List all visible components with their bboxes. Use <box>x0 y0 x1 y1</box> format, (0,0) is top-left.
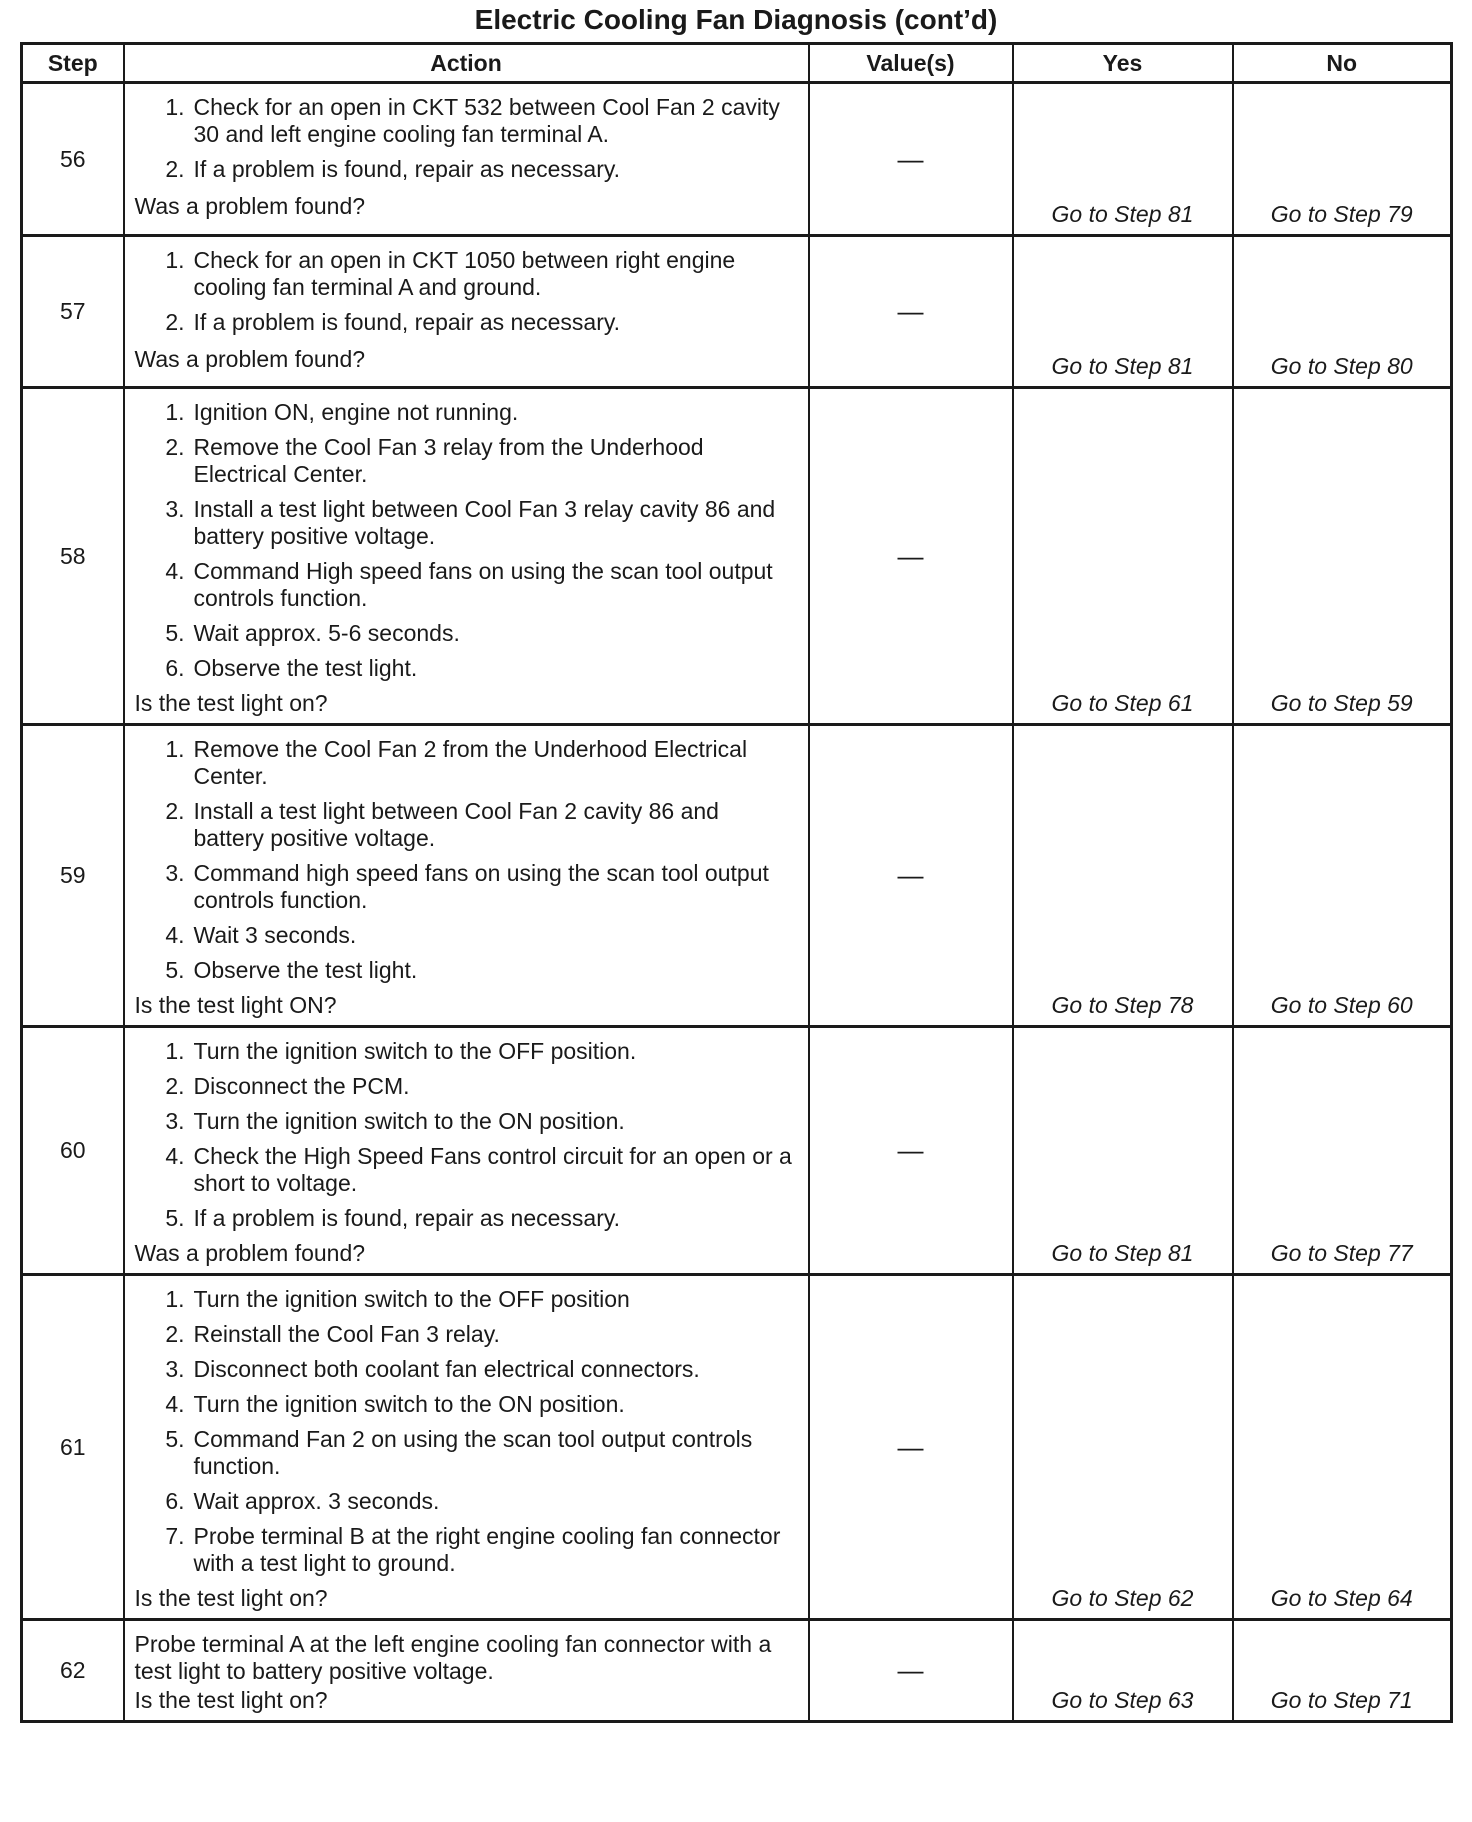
action-step-item <box>135 496 796 550</box>
action-steps-list <box>135 736 796 984</box>
action-step-number: 3. <box>165 1108 185 1134</box>
action-step-text: Turn the ignition switch to the OFF position <box>193 1286 630 1312</box>
action-step-text: Reinstall the Cool Fan 3 relay. <box>193 1321 500 1347</box>
action-step-item <box>135 922 796 949</box>
action-step-item <box>135 94 796 148</box>
action-step-text: Observe the test light. <box>193 957 418 983</box>
value-cell: — <box>809 1027 1013 1275</box>
action-cell <box>124 236 809 388</box>
table-row <box>22 83 1452 236</box>
header-action: Action <box>124 44 809 83</box>
yes-goto-cell: Go to Step 81 <box>1013 1027 1233 1275</box>
action-step-text: If a problem is found, repair as necessary. <box>193 156 621 182</box>
action-step-text: Ignition ON, engine not running. <box>193 399 519 425</box>
no-goto-cell: Go to Step 79 <box>1233 83 1452 236</box>
action-cell <box>124 83 809 236</box>
action-step-item <box>135 798 796 852</box>
action-step-text: Install a test light between Cool Fan 3 relay cavity 86 and battery positive voltage. <box>193 496 776 549</box>
yes-goto-cell: Go to Step 81 <box>1013 236 1233 388</box>
action-question: Is the test light on? <box>134 1585 328 1611</box>
value-cell: — <box>809 83 1013 236</box>
action-step-text: Turn the ignition switch to the ON position. <box>193 1108 625 1134</box>
action-step-item <box>135 434 796 488</box>
action-step-text: Remove the Cool Fan 2 from the Underhood Electrical Center. <box>193 736 748 789</box>
table-row <box>22 1027 1452 1275</box>
action-step-text: Disconnect the PCM. <box>193 1073 410 1099</box>
action-question: Was a problem found? <box>134 346 366 372</box>
action-step-item <box>135 247 796 301</box>
no-goto-cell: Go to Step 59 <box>1233 388 1452 725</box>
action-step-item <box>135 1286 796 1313</box>
action-step-item <box>135 558 796 612</box>
action-cell <box>124 388 809 725</box>
action-step-item <box>135 1038 796 1065</box>
action-step-item <box>135 156 796 183</box>
no-goto-cell: Go to Step 71 <box>1233 1620 1452 1722</box>
table-row <box>22 1620 1452 1722</box>
yes-goto-cell: Go to Step 78 <box>1013 725 1233 1027</box>
action-step-text: Turn the ignition switch to the OFF position. <box>193 1038 637 1064</box>
page-title: Electric Cooling Fan Diagnosis (cont’d) <box>474 4 998 35</box>
table-body <box>22 83 1452 1722</box>
action-step-number: 5. <box>165 1205 185 1231</box>
action-step-item <box>135 1321 796 1348</box>
action-step-number: 5. <box>165 957 185 983</box>
yes-goto-cell: Go to Step 81 <box>1013 83 1233 236</box>
header-yes: Yes <box>1013 44 1233 83</box>
action-step-number: 3. <box>165 1356 185 1382</box>
action-step-number: 3. <box>165 860 185 886</box>
action-step-item <box>135 620 796 647</box>
action-step-number: 1. <box>165 399 185 425</box>
action-step-number: 1. <box>165 94 185 120</box>
action-step-item <box>135 1143 796 1197</box>
action-cell <box>124 725 809 1027</box>
table-row <box>22 1275 1452 1620</box>
step-number: 57 <box>22 236 124 388</box>
action-step-number: 1. <box>165 1038 185 1064</box>
action-step-text: Wait approx. 5-6 seconds. <box>193 620 460 646</box>
action-cell <box>124 1620 809 1722</box>
action-step-text: Observe the test light. <box>193 655 418 681</box>
header-step: Step <box>22 44 124 83</box>
action-step-number: 4. <box>165 1391 185 1417</box>
action-step-item <box>135 1108 796 1135</box>
action-step-number: 2. <box>165 309 185 335</box>
action-steps-list <box>135 399 796 682</box>
action-step-text: Wait 3 seconds. <box>193 922 357 948</box>
action-step-number: 4. <box>165 1143 185 1169</box>
action-cell <box>124 1027 809 1275</box>
action-question: Is the test light on? <box>134 1687 328 1713</box>
action-step-number: 4. <box>165 558 185 584</box>
action-step-number: 2. <box>165 156 185 182</box>
action-step-number: 6. <box>165 1488 185 1514</box>
action-step-text: If a problem is found, repair as necessary. <box>193 309 621 335</box>
step-number: 61 <box>22 1275 124 1620</box>
step-number: 58 <box>22 388 124 725</box>
step-number: 60 <box>22 1027 124 1275</box>
action-step-text: Turn the ignition switch to the ON position. <box>193 1391 625 1417</box>
step-number: 62 <box>22 1620 124 1722</box>
action-cell <box>124 1275 809 1620</box>
header-values: Value(s) <box>809 44 1013 83</box>
yes-goto-cell: Go to Step 62 <box>1013 1275 1233 1620</box>
action-step-number: 2. <box>165 434 185 460</box>
yes-goto-cell: Go to Step 63 <box>1013 1620 1233 1722</box>
action-step-number: 5. <box>165 1426 185 1452</box>
action-steps-list <box>135 247 796 336</box>
value-cell: — <box>809 1275 1013 1620</box>
action-step-number: 2. <box>165 1073 185 1099</box>
action-steps-list <box>135 1286 796 1577</box>
action-step-text: Remove the Cool Fan 3 relay from the Underhood Electrical Center. <box>193 434 704 487</box>
yes-goto-cell: Go to Step 61 <box>1013 388 1233 725</box>
action-step-text: Check for an open in CKT 1050 between right engine cooling fan terminal A and ground. <box>193 247 736 300</box>
action-step-text: Check for an open in CKT 532 between Cool Fan 2 cavity 30 and left engine cooling fan terminal A. <box>193 94 780 147</box>
action-step-number: 5. <box>165 620 185 646</box>
action-step-item <box>135 1391 796 1418</box>
no-goto-cell: Go to Step 77 <box>1233 1027 1452 1275</box>
action-step-item <box>135 736 796 790</box>
action-step-text: Command high speed fans on using the scan tool output controls function. <box>193 860 769 913</box>
no-goto-cell: Go to Step 64 <box>1233 1275 1452 1620</box>
action-step-number: 2. <box>165 798 185 824</box>
table-header-row <box>22 44 1452 83</box>
action-step-item <box>135 957 796 984</box>
value-cell: — <box>809 236 1013 388</box>
action-step-item <box>135 1426 796 1480</box>
action-step-text: Command Fan 2 on using the scan tool output controls function. <box>193 1426 753 1479</box>
action-step-item <box>135 1073 796 1100</box>
action-step-text: Disconnect both coolant fan electrical connectors. <box>193 1356 700 1382</box>
diagnosis-table <box>20 42 1453 1723</box>
action-step-number: 1. <box>165 1286 185 1312</box>
action-step-item <box>135 1488 796 1515</box>
table-row <box>22 388 1452 725</box>
action-step-item <box>135 309 796 336</box>
action-step-text: If a problem is found, repair as necessary. <box>193 1205 621 1231</box>
step-number: 56 <box>22 83 124 236</box>
action-step-item <box>135 399 796 426</box>
action-step-text: Wait approx. 3 seconds. <box>193 1488 440 1514</box>
action-question: Is the test light on? <box>134 690 328 716</box>
action-question: Was a problem found? <box>134 1240 366 1266</box>
value-cell: — <box>809 725 1013 1027</box>
action-steps-list <box>135 1038 796 1232</box>
action-step-text: Probe terminal B at the right engine cooling fan connector with a test light to ground. <box>193 1523 781 1576</box>
action-step-item <box>135 860 796 914</box>
action-steps-list <box>135 94 796 183</box>
action-step-item <box>135 655 796 682</box>
action-step-number: 1. <box>165 736 185 762</box>
action-step-number: 3. <box>165 496 185 522</box>
action-step-number: 2. <box>165 1321 185 1347</box>
value-cell: — <box>809 1620 1013 1722</box>
value-cell: — <box>809 388 1013 725</box>
action-step-item <box>135 1356 796 1383</box>
action-step-number: 6. <box>165 655 185 681</box>
action-text: Probe terminal A at the left engine cooling fan connector with a test light to battery positive voltage. <box>134 1631 772 1684</box>
action-question: Was a problem found? <box>134 193 366 219</box>
table-row <box>22 236 1452 388</box>
action-step-number: 7. <box>165 1523 185 1549</box>
action-step-item <box>135 1205 796 1232</box>
step-number: 59 <box>22 725 124 1027</box>
no-goto-cell: Go to Step 80 <box>1233 236 1452 388</box>
no-goto-cell: Go to Step 60 <box>1233 725 1452 1027</box>
action-step-text: Check the High Speed Fans control circuit for an open or a short to voltage. <box>193 1143 792 1196</box>
action-step-item <box>135 1523 796 1577</box>
table-row <box>22 725 1452 1027</box>
action-step-number: 4. <box>165 922 185 948</box>
action-step-number: 1. <box>165 247 185 273</box>
header-no: No <box>1233 44 1452 83</box>
action-step-text: Install a test light between Cool Fan 2 cavity 86 and battery positive voltage. <box>193 798 719 851</box>
action-step-text: Command High speed fans on using the scan tool output controls function. <box>193 558 773 611</box>
action-question: Is the test light ON? <box>134 992 337 1018</box>
